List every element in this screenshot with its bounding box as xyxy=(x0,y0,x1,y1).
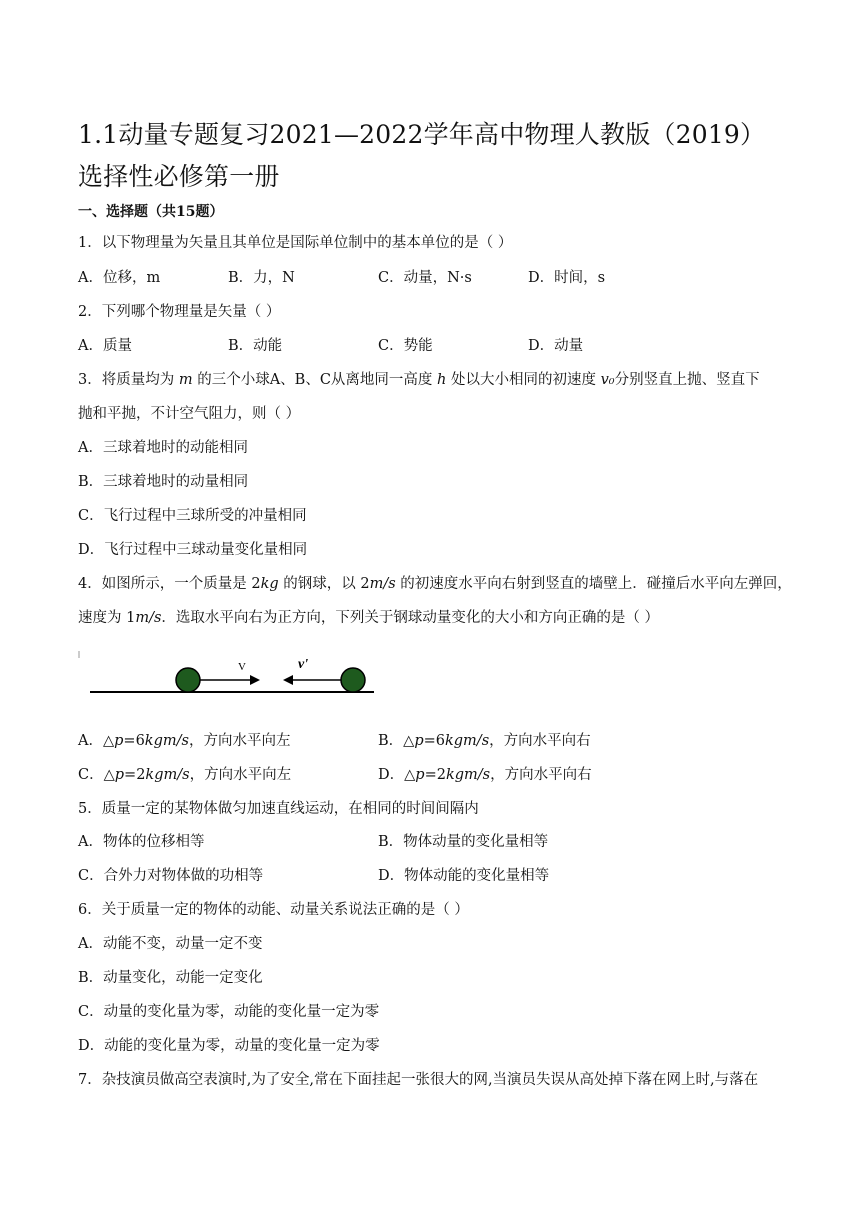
document-title: 1.1动量专题复习2021—2022学年高中物理人教版（2019）选择性必修第一册 xyxy=(78,120,766,191)
q5-option-a: A．物体的位移相等 xyxy=(78,834,205,850)
velocity-label-v-prime: v' xyxy=(298,657,309,672)
velocity-label-v: V xyxy=(238,661,246,673)
q3-option-b: B．三球着地时的动量相同 xyxy=(78,474,249,490)
question-2-stem: 2．下列哪个物理量是矢量（ ） xyxy=(78,304,281,320)
q1-option-b: B．力，N xyxy=(228,270,295,286)
q4-option-d: D．△p=2kgm/s，方向水平向右 xyxy=(378,767,592,783)
q5-option-d: D．物体动能的变化量相等 xyxy=(378,868,550,884)
question-4-stem-line1: 4．如图所示，一个质量是 2kg 的钢球，以 2m/s 的初速度水平向右射到竖直的墙壁上．碰撞后水平向左弹回， xyxy=(78,576,792,592)
q2-option-d: D．动量 xyxy=(528,338,584,354)
q5-option-c: C．合外力对物体做的功相等 xyxy=(78,868,264,884)
question-6-stem: 6．关于质量一定的物体的动能、动量关系说法正确的是（ ） xyxy=(78,902,469,918)
q5-option-b: B．物体动量的变化量相等 xyxy=(378,834,549,850)
q4-option-c: C．△p=2kgm/s，方向水平向左 xyxy=(78,767,292,783)
question-1-stem: 1．以下物理量为矢量且其单位是国际单位制中的基本单位的是（ ） xyxy=(78,235,513,251)
question-3-stem-line1: 3．将质量均为 m 的三个小球A、B、C从离地同一高度 h 处以大小相同的初速度 v₀分别竖直上抛、竖直下 xyxy=(78,372,760,388)
q6-option-d: D．动能的变化量为零，动量的变化量一定为零 xyxy=(78,1038,380,1054)
question-7-stem: 7．杂技演员做高空表演时,为了安全,常在下面挂起一张很大的网,当演员失误从高处掉下落在网上时,与落在 xyxy=(78,1072,759,1088)
q3-option-a: A．三球着地时的动能相同 xyxy=(78,440,248,456)
q6-option-a: A．动能不变，动量一定不变 xyxy=(78,936,263,952)
question-4-stem-line2: 速度为 1m/s．选取水平向右为正方向，下列关于钢球动量变化的大小和方向正确的是（ ） xyxy=(78,610,660,626)
q2-option-c: C．势能 xyxy=(378,338,433,354)
right-ball xyxy=(341,668,365,692)
q6-option-c: C．动量的变化量为零，动能的变化量一定为零 xyxy=(78,1004,380,1020)
q1-option-a: A．位移，m xyxy=(78,270,161,286)
section-heading: 一、选择题（共15题） xyxy=(78,204,224,220)
q2-option-a: A．质量 xyxy=(78,338,132,354)
question-5-stem: 5．质量一定的某物体做匀加速直线运动，在相同的时间间隔内 xyxy=(78,801,479,817)
question-3-stem-line2: 抛和平抛，不计空气阻力，则（ ） xyxy=(78,406,301,422)
q1-option-d: D．时间，s xyxy=(528,270,606,286)
q4-option-b: B．△p=6kgm/s，方向水平向右 xyxy=(378,733,591,749)
q6-option-b: B．动量变化，动能一定变化 xyxy=(78,970,263,986)
left-ball xyxy=(176,668,200,692)
q3-option-c: C．飞行过程中三球所受的冲量相同 xyxy=(78,508,307,524)
q2-option-b: B．动能 xyxy=(228,338,283,354)
ball-wall-figure xyxy=(78,646,378,696)
q1-option-c: C．动量，N·s xyxy=(378,270,472,286)
q4-option-a: A．△p=6kgm/s，方向水平向左 xyxy=(78,733,291,749)
q3-option-d: D．飞行过程中三球动量变化量相同 xyxy=(78,542,308,558)
